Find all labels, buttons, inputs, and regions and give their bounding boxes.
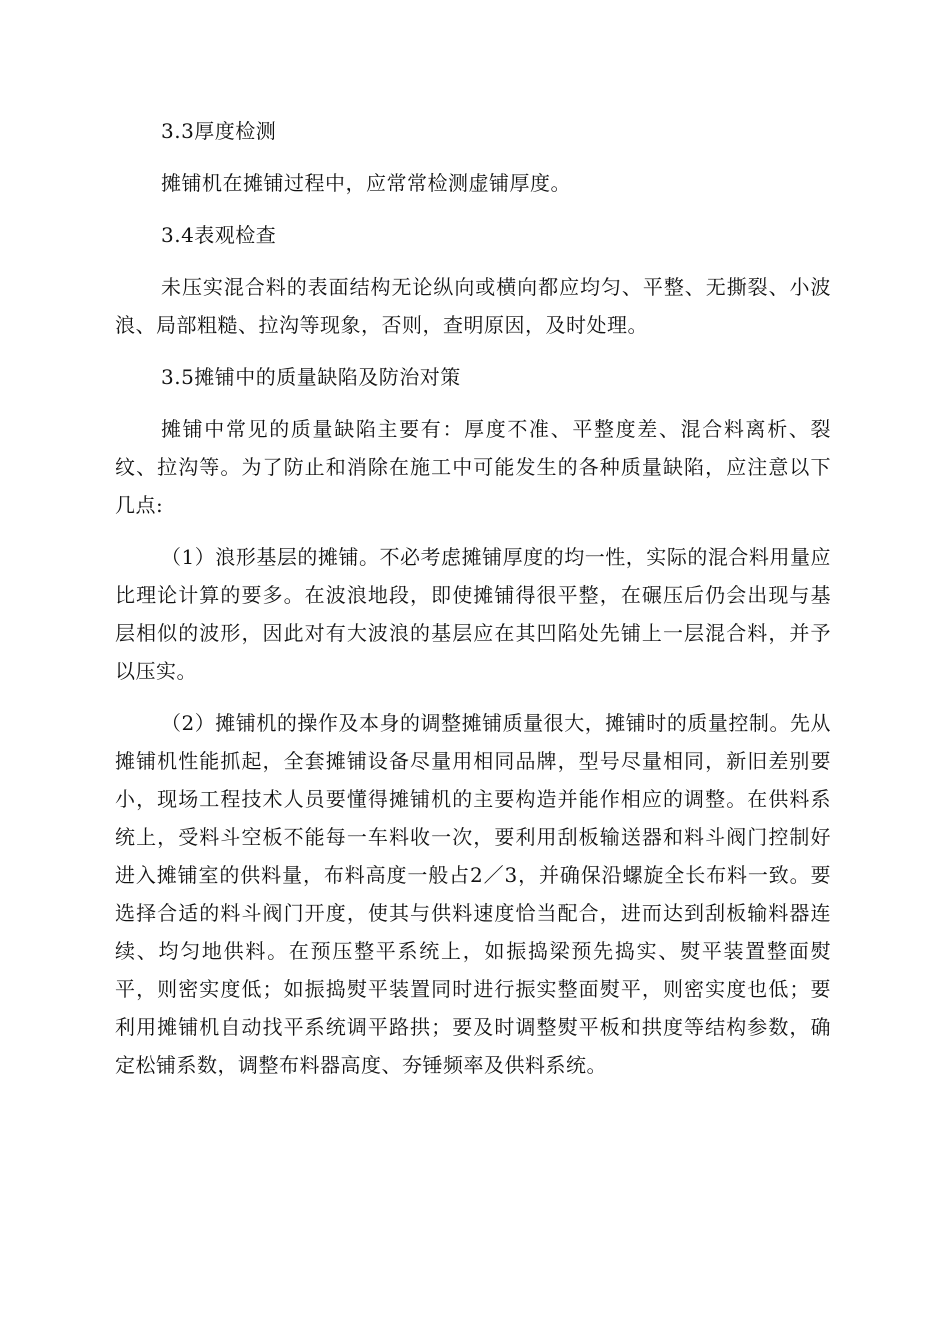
paragraph-common-defects: 摊铺中常见的质量缺陷主要有：厚度不准、平整度差、混合料离析、裂纹、拉沟等。为了防止和消除在施工中可能发生的各种质量缺陷，应注意以下几点: (115, 417, 831, 517)
paragraph-surface-inspection: 未压实混合料的表面结构无论纵向或横向都应均匀、平整、无撕裂、小波浪、局部粗糙、拉沟等现象，否则，查明原因，及时处理。 (115, 275, 831, 337)
section-heading-3-4: 3.4表观检查 (161, 223, 277, 247)
paragraph-item-1: （1）浪形基层的摊铺。不必考虑摊铺厚度的均一性，实际的混合料用量应比理论计算的要多。在波浪地段，即使摊铺得很平整，在碾压后仍会出现与基层相似的波形，因此对有大波浪的基层应在其凹陷处先铺上一层混合料，并予以压实。 (115, 545, 831, 683)
paragraph-item-2: （2）摊铺机的操作及本身的调整摊铺质量很大，摊铺时的质量控制。先从摊铺机性能抓起，全套摊铺设备尽量用相同品牌，型号尽量相同，新旧差别要小，现场工程技术人员要懂得摊铺机的主要构造并能作相应的调整。在供料系统上，受料斗空板不能每一车料收一次，要利用刮板输送器和料斗阀门控制好进入摊铺室的供料量，布料高度一般占2／3，并确保沿螺旋全长布料一致。要选择合适的料斗阀门开度，使其与供料速度恰当配合，进而达到刮板输料器连续、均匀地供料。在预压整平系统上，如振捣梁预先捣实、熨平装置整面熨平，则密实度低；如振捣熨平装置同时进行振实整面熨平，则密实度也低；要利用摊铺机自动找平系统调平路拱；要及时调整熨平板和拱度等结构参数，确定松铺系数，调整布料器高度、夯锤频率及供料系统。 (115, 711, 831, 1077)
section-heading-3-3: 3.3厚度检测 (161, 119, 277, 143)
document-body (115, 112, 831, 1098)
paragraph-thickness-check: 摊铺机在摊铺过程中，应常常检测虚铺厚度。 (161, 171, 571, 195)
section-heading-3-5: 3.5摊铺中的质量缺陷及防治对策 (161, 365, 461, 389)
